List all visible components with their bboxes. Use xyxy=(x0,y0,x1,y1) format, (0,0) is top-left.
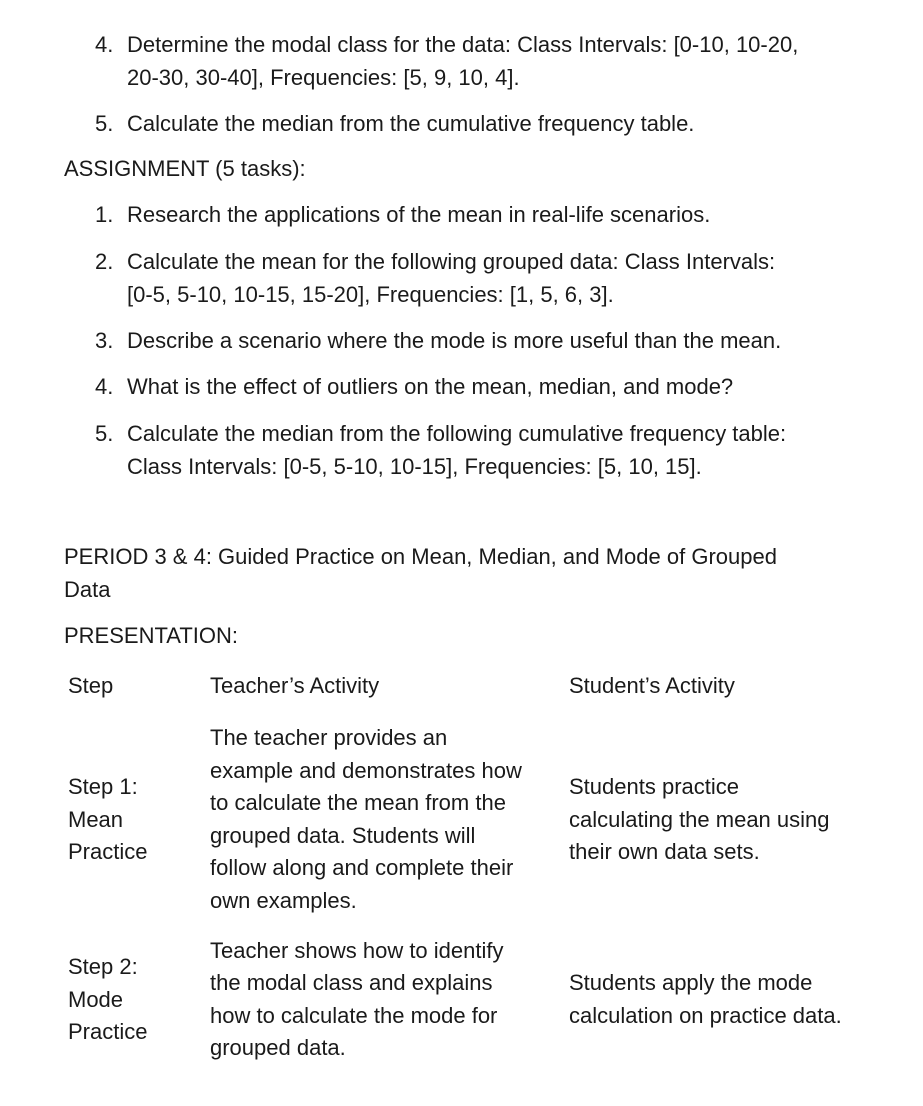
list-text: 20-30, 30-40], Frequencies: [5, 9, 10, 4]. xyxy=(127,65,520,90)
teacher-text: to calculate the mean from the xyxy=(210,790,506,815)
period-heading: Data xyxy=(64,577,111,602)
presentation-label: PRESENTATION: xyxy=(64,623,238,648)
step-text: Step 2: xyxy=(68,954,138,979)
list-number: 1. xyxy=(95,202,114,227)
header-step: Step xyxy=(68,673,114,698)
list-number: 5. xyxy=(95,421,114,446)
period-heading: PERIOD 3 & 4: Guided Practice on Mean, Median, and Mode of Grouped xyxy=(64,544,777,569)
teacher-text: the modal class and explains xyxy=(210,970,493,995)
list-number: 5. xyxy=(95,111,114,136)
teacher-text: own examples. xyxy=(210,888,357,913)
step-text: Practice xyxy=(68,839,148,864)
list-text: Calculate the median from the following cumulative frequency table: xyxy=(127,421,787,446)
list-text: Determine the modal class for the data: Class Intervals: [0-10, 10-20, xyxy=(127,32,799,57)
list-number: 2. xyxy=(95,249,114,274)
teacher-text: grouped data. Students will xyxy=(210,823,476,848)
teacher-text: The teacher provides an xyxy=(210,725,448,750)
student-text: calculating the mean using xyxy=(569,807,830,832)
teacher-text: grouped data. xyxy=(210,1035,346,1060)
list-text: Calculate the median from the cumulative frequency table. xyxy=(127,111,695,136)
step-text: Practice xyxy=(68,1019,148,1044)
teacher-text: how to calculate the mode for xyxy=(210,1003,498,1028)
list-text: Research the applications of the mean in real-life scenarios. xyxy=(127,202,711,227)
student-text: Students apply the mode xyxy=(569,970,813,995)
list-text: Calculate the mean for the following grouped data: Class Intervals: xyxy=(127,249,776,274)
teacher-text: follow along and complete their xyxy=(210,855,514,880)
list-text: What is the effect of outliers on the mean, median, and mode? xyxy=(127,374,734,399)
assignment-heading: ASSIGNMENT (5 tasks): xyxy=(64,156,306,181)
student-text: Students practice xyxy=(569,774,739,799)
list-number: 3. xyxy=(95,328,114,353)
header-teacher-activity: Teacher’s Activity xyxy=(210,673,380,698)
student-text: calculation on practice data. xyxy=(569,1003,842,1028)
list-text: Class Intervals: [0-5, 5-10, 10-15], Frequencies: [5, 10, 15]. xyxy=(127,454,702,479)
student-text: their own data sets. xyxy=(569,839,760,864)
teacher-text: Teacher shows how to identify xyxy=(210,938,504,963)
header-student-activity: Student’s Activity xyxy=(569,673,735,698)
list-text: Describe a scenario where the mode is more useful than the mean. xyxy=(127,328,782,353)
list-number: 4. xyxy=(95,32,114,57)
step-text: Mean xyxy=(68,807,124,832)
step-text: Step 1: xyxy=(68,774,138,799)
list-text: [0-5, 5-10, 10-15, 15-20], Frequencies: [1, 5, 6, 3]. xyxy=(127,282,614,307)
teacher-text: example and demonstrates how xyxy=(210,758,522,783)
list-number: 4. xyxy=(95,374,114,399)
step-text: Mode xyxy=(68,987,124,1012)
